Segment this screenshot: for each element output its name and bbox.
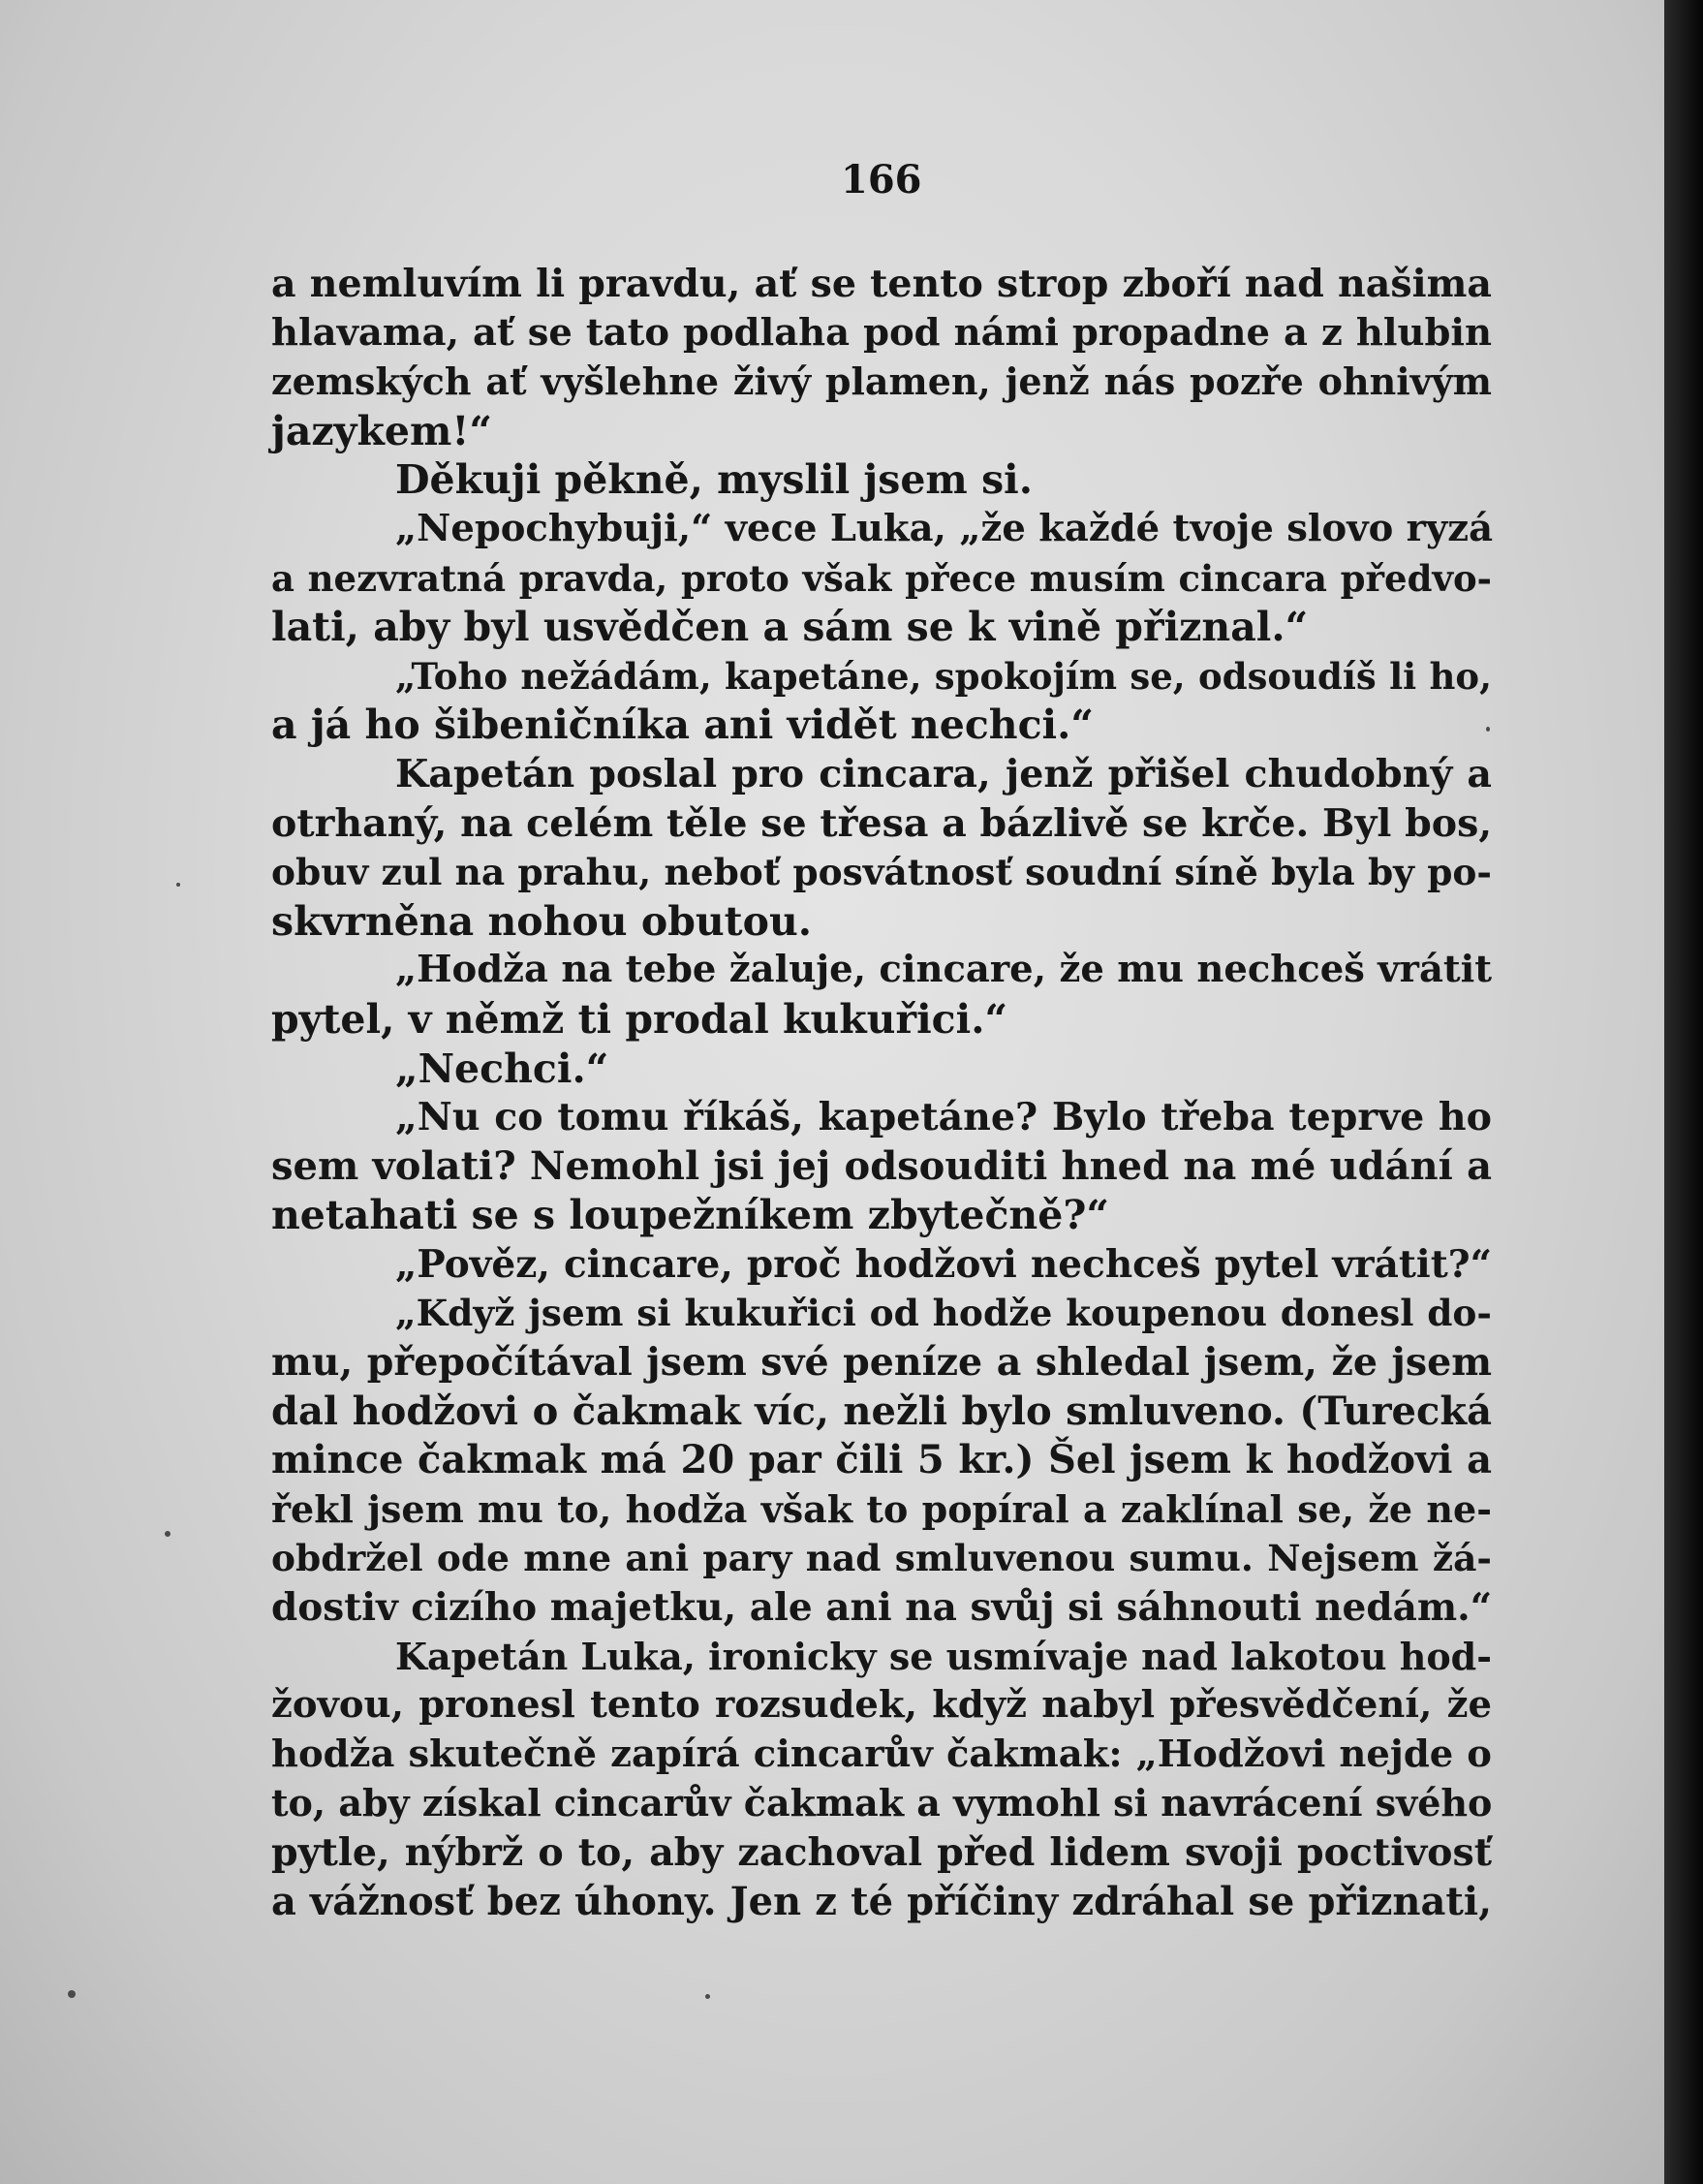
text-line: „Hodža na tebe žaluje, cincare, že mu nechceš vrátit (395, 948, 1493, 992)
text-line: pytel, v němž ti prodal kukuřici.“ (271, 995, 1008, 1043)
text-line: „Toho nežádám, kapetáne, spokojím se, odsoudíš li ho, (395, 654, 1492, 698)
page-text (271, 260, 1492, 1926)
text-line: pytle, nýbrž o to, aby zachoval před lidem svoji poctivosť (271, 1830, 1492, 1875)
text-line: a nezvratná pravda, proto však přece musím cincara předvo- (271, 556, 1492, 600)
text-line: dostiv cizího majetku, ale ani na svůj si sáhnouti nedám.“ (271, 1585, 1493, 1631)
text-line: Kapetán Luka, ironicky se usmívaje nad lakotou hod- (395, 1634, 1493, 1678)
text-line: „Nu co tomu říkáš, kapetáne? Bylo třeba teprve ho (395, 1095, 1492, 1140)
text-line: jazykem!“ (271, 407, 492, 454)
text-line: to, aby získal cincarův čakmak a vymohl si navrácení svého (271, 1781, 1493, 1825)
text-line: Kapetán poslal pro cincara, jenž přišel chudobný a (395, 751, 1492, 796)
text-line: mince čakmak má 20 par čili 5 kr.) Šel jsem k hodžovi a (271, 1437, 1492, 1483)
text-line: a vážnosť bez úhony. Jen z té příčiny zdráhal se přiznati, (271, 1878, 1492, 1924)
text-line: Děkuji pěkně, myslil jsem si. (395, 456, 1034, 504)
book-spine-edge (1664, 0, 1703, 2184)
text-line: hlavama, ať se tato podlaha pod námi propadne a z hlubin (271, 310, 1492, 355)
text-line: a nemluvím li pravdu, ať se tento strop zboří nad našima (271, 262, 1492, 306)
text-line: dal hodžovi o čakmak víc, nežli bylo smluveno. (Turecká (271, 1388, 1492, 1434)
paper-speck (705, 1994, 710, 1999)
text-line: netahati se s loupežníkem zbytečně?“ (271, 1192, 1109, 1239)
text-line: „Pověz, cincare, proč hodžovi nechceš pytel vrátit?“ (395, 1241, 1492, 1287)
text-line: lati, aby byl usvědčen a sám se k vině přiznal.“ (271, 604, 1309, 651)
paper-speck (165, 1531, 170, 1537)
text-line: zemských ať vyšlehne živý plamen, jenž nás pozře ohnivým (271, 359, 1492, 404)
text-line: obdržel ode mne ani pary nad smluvenou sumu. Nejsem žá- (271, 1537, 1492, 1580)
text-line: „Nechci.“ (395, 1045, 609, 1092)
text-line: hodža skutečně zapírá cincarův čakmak: „Hodžovi nejde o (271, 1732, 1492, 1776)
text-line: mu, přepočítával jsem své peníze a shledal jsem, že jsem (271, 1340, 1492, 1386)
text-line: žovou, pronesl tento rozsudek, když nabyl přesvědčení, že (271, 1683, 1492, 1728)
text-line: řekl jsem mu to, hodža však to popíral a zaklínal se, že ne- (271, 1486, 1492, 1531)
text-line: „Když jsem si kukuřici od hodže koupenou donesl do- (395, 1292, 1492, 1335)
text-line: obuv zul na prahu, neboť posvátnosť soudní síně byla by po- (271, 851, 1492, 894)
page-number: 166 (841, 157, 922, 203)
text-line: skvrněna nohou obutou. (271, 897, 813, 945)
paper-speck (68, 1990, 76, 1998)
text-line: „Nepochybuji,“ vece Luka, „že každé tvoje slovo ryzá (395, 506, 1494, 550)
paper-speck (1486, 727, 1490, 732)
paper-speck (176, 883, 180, 887)
text-line: otrhaný, na celém těle se třesa a bázlivě se krče. Byl bos, (271, 800, 1493, 846)
text-line: sem volati? Nemohl jsi jej odsouditi hned na mé udání a (271, 1142, 1492, 1189)
text-line: a já ho šibeničníka ani vidět nechci.“ (271, 702, 1094, 749)
